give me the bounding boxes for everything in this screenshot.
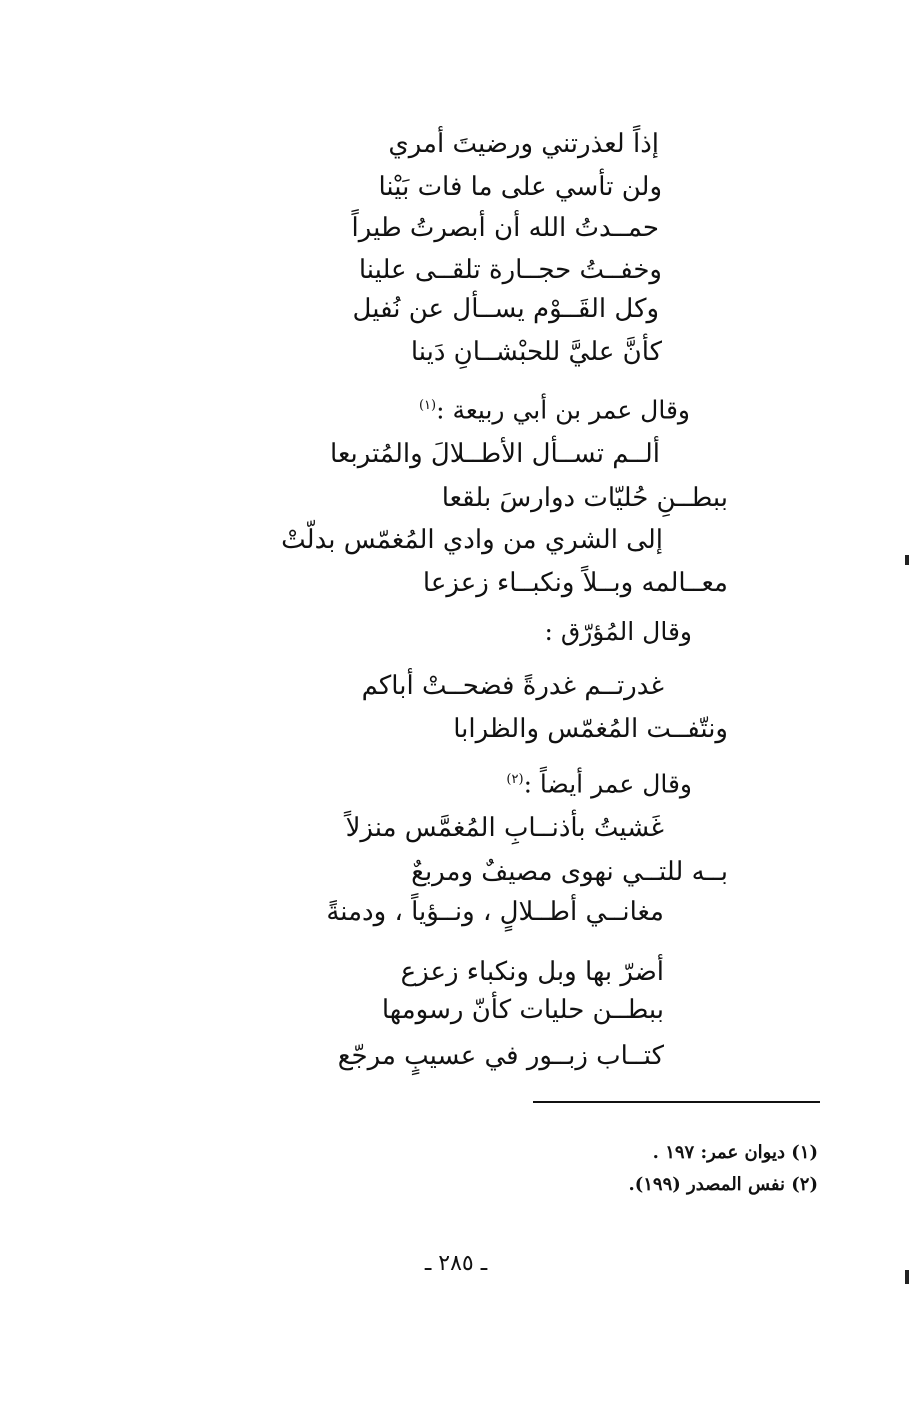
verse-line: معــالمه وبــلاً ونكبــاء زعزعا [422, 568, 728, 598]
verse-line: ألــم تســأل الأطــلالَ والمُتربعا [330, 439, 660, 469]
section-intro: وقال المُؤرّق : [544, 617, 692, 646]
verse-line: ببطــنِ حُليّات دوارسَ بلقعا [441, 483, 728, 513]
verse-line: غَشيتُ بأذنــابِ المُغمَّس منزلاً [345, 813, 664, 843]
verse-line: حمــدتُ الله أن أبصرتُ طيراً [351, 213, 659, 243]
footnote: (١) ديوان عمر: ١٩٧ . [652, 1142, 818, 1163]
section-intro [419, 389, 690, 427]
verse-line: وكل القَــوْم يســأل عن نُفيل [352, 294, 659, 324]
scan-mark [905, 555, 909, 565]
intro-text: وقال عمر بن أبي ربيعة : [436, 395, 690, 425]
verse-line: ونتّفــت المُغمّس والظرابا [453, 714, 728, 744]
verse-line: كتــاب زبــور في عسيبٍ مرجّع [337, 1041, 664, 1071]
page-number: ـ ٢٨٥ ـ [424, 1251, 488, 1276]
verse-line: إلى الشري من وادي المُغمّس بدلّتْ [281, 525, 663, 555]
section-intro [506, 763, 692, 801]
footnote-ref: (١) [418, 398, 437, 413]
footnote-ref: (٢) [506, 772, 524, 787]
footnote: (٢) نفس المصدر (١٩٩). [628, 1174, 818, 1195]
intro-text: وقال عمر أيضاً : [523, 769, 692, 799]
verse-line: غدرتــم غدرةً فضحــتْ أباكم [361, 671, 664, 701]
verse-line: كأنَّ عليَّ للحبْشــانِ دَينا [410, 337, 662, 367]
verse-line: أضرّ بها وبل ونكباء زعزع [400, 957, 664, 987]
verse-line: وخفــتُ حجــارة تلقــى علينا [358, 255, 662, 285]
verse-line: ولن تأسي على ما فات بَيْنا [378, 172, 662, 202]
scan-mark [905, 1270, 909, 1284]
verse-line: ببطــن حليات كأنّ رسومها [381, 995, 664, 1025]
verse-line: بــه للتــي نهوى مصيفٌ ومربعٌ [411, 857, 728, 887]
footnote-rule [533, 1101, 820, 1103]
verse-line: إذاً لعذرتني ورضيتَ أمري [388, 129, 659, 159]
verse-line: مغانــي أطــلالٍ ، ونــؤياً ، ودمنةً [326, 897, 664, 927]
